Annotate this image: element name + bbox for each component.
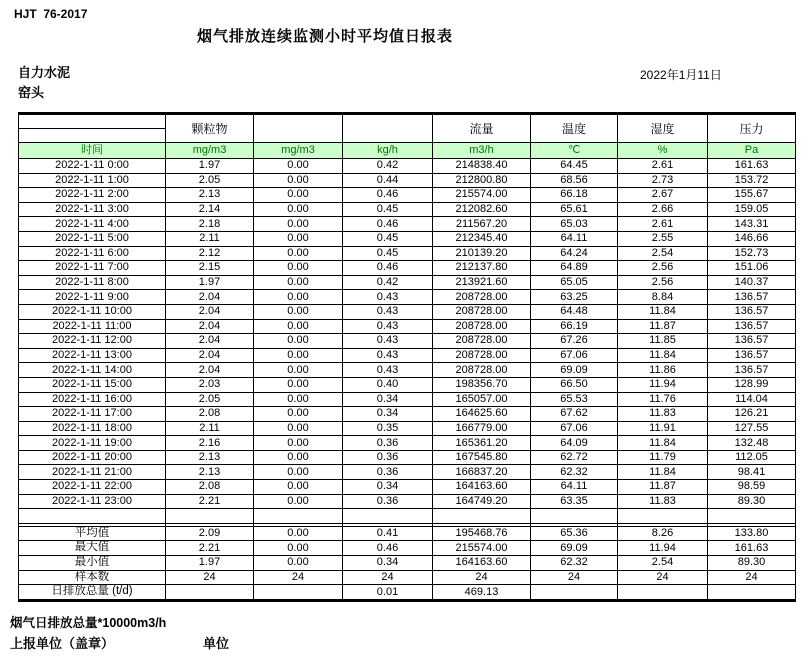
row-value: 1.97	[166, 275, 254, 290]
row-value: 0.00	[254, 334, 343, 349]
row-value: 2.03	[166, 377, 254, 392]
row-value: 164163.60	[433, 556, 531, 571]
table-row	[19, 334, 796, 349]
report-date: 2022年1月11日	[640, 68, 722, 82]
row-value: 112.05	[708, 450, 796, 465]
row-value: 0.00	[254, 217, 343, 232]
row-time: 2022-1-11 13:00	[19, 348, 166, 363]
row-value: 66.19	[531, 319, 618, 334]
row-value: 0.00	[254, 319, 343, 334]
row-value: 65.05	[531, 275, 618, 290]
row-value: 0.00	[254, 363, 343, 378]
row-value: 212082.60	[433, 202, 531, 217]
table-row	[19, 173, 796, 188]
summary-row	[19, 526, 796, 541]
row-value: 67.06	[531, 348, 618, 363]
row-value: 69.09	[531, 541, 618, 556]
row-value: 0.00	[254, 377, 343, 392]
row-time: 2022-1-11 4:00	[19, 217, 166, 232]
row-value: 2.12	[166, 246, 254, 261]
row-time: 2022-1-11 2:00	[19, 188, 166, 203]
row-value: 0.00	[254, 188, 343, 203]
table-row	[19, 421, 796, 436]
row-value: 11.86	[618, 363, 708, 378]
report-table	[18, 112, 796, 602]
unit-kg-h: kg/h	[343, 143, 433, 159]
row-time: 2022-1-11 10:00	[19, 304, 166, 319]
row-value: 0.00	[254, 465, 343, 480]
row-value	[531, 585, 618, 601]
row-value: 0.00	[254, 173, 343, 188]
row-value: 2.08	[166, 480, 254, 495]
row-value: 89.30	[708, 556, 796, 571]
row-value: 0.00	[254, 494, 343, 509]
unit-celsius: ℃	[531, 143, 618, 159]
row-value: 0.01	[343, 585, 433, 601]
row-value: 0.36	[343, 465, 433, 480]
table-row	[19, 392, 796, 407]
row-value: 0.00	[254, 436, 343, 451]
row-time: 2022-1-11 16:00	[19, 392, 166, 407]
group-header-humidity: 湿度	[618, 114, 708, 143]
unit-m3-h: m3/h	[433, 143, 531, 159]
table-row	[19, 159, 796, 174]
total-emission-note: 烟气日排放总量*10000m3/h	[10, 616, 167, 630]
row-value: 136.57	[708, 319, 796, 334]
header-rows	[19, 114, 796, 159]
row-value: 0.00	[254, 275, 343, 290]
row-value: 11.94	[618, 541, 708, 556]
row-value: 2.66	[618, 202, 708, 217]
time-header-upper-cell	[19, 114, 166, 129]
row-time: 2022-1-11 5:00	[19, 231, 166, 246]
row-value: 2.13	[166, 465, 254, 480]
row-value: 2.04	[166, 363, 254, 378]
row-value: 167545.80	[433, 450, 531, 465]
row-value: 0.00	[254, 348, 343, 363]
row-value: 0.00	[254, 407, 343, 422]
time-column-label: 时间	[19, 143, 166, 159]
row-value: 2.21	[166, 494, 254, 509]
row-value: 140.37	[708, 275, 796, 290]
row-value: 0.40	[343, 377, 433, 392]
summary-label: 最大值	[19, 541, 166, 556]
row-value: 62.32	[531, 465, 618, 480]
row-value: 0.00	[254, 202, 343, 217]
row-value: 11.94	[618, 377, 708, 392]
summary-label: 样本数	[19, 570, 166, 585]
row-value: 0.00	[254, 159, 343, 174]
row-value: 98.59	[708, 480, 796, 495]
row-value: 2.04	[166, 290, 254, 305]
row-value: 0.46	[343, 188, 433, 203]
row-value: 11.79	[618, 450, 708, 465]
unit-header-row	[19, 143, 796, 159]
summary-row	[19, 585, 796, 601]
unit-label: 单位	[203, 636, 230, 651]
row-value: 2.09	[166, 526, 254, 541]
row-value: 11.84	[618, 465, 708, 480]
row-value: 11.83	[618, 494, 708, 509]
row-value: 64.89	[531, 261, 618, 276]
row-value: 2.61	[618, 217, 708, 232]
row-value: 2.04	[166, 348, 254, 363]
row-value: 0.46	[343, 541, 433, 556]
row-value: 208728.00	[433, 290, 531, 305]
table-row	[19, 231, 796, 246]
row-value: 2.54	[618, 246, 708, 261]
row-value: 212800.80	[433, 173, 531, 188]
row-value: 0.00	[254, 526, 343, 541]
summary-label: 日排放总量 (t/d)	[19, 585, 166, 601]
row-value: 63.35	[531, 494, 618, 509]
row-value: 8.26	[618, 526, 708, 541]
row-value: 66.18	[531, 188, 618, 203]
row-value: 133.80	[708, 526, 796, 541]
row-value: 24	[166, 570, 254, 585]
unit-mg-m3-1: mg/m3	[166, 143, 254, 159]
page-title: 烟气排放连续监测小时平均值日报表	[196, 28, 453, 45]
monitoring-point: 窑头	[18, 85, 45, 100]
row-time: 2022-1-11 20:00	[19, 450, 166, 465]
row-value: 69.09	[531, 363, 618, 378]
row-value: 0.00	[254, 231, 343, 246]
table-row	[19, 217, 796, 232]
row-value: 208728.00	[433, 304, 531, 319]
row-value: 211567.20	[433, 217, 531, 232]
row-value: 2.67	[618, 188, 708, 203]
row-value	[618, 585, 708, 601]
table-row	[19, 188, 796, 203]
row-value: 2.13	[166, 450, 254, 465]
table-row	[19, 275, 796, 290]
row-time: 2022-1-11 12:00	[19, 334, 166, 349]
row-value: 208728.00	[433, 319, 531, 334]
row-time: 2022-1-11 18:00	[19, 421, 166, 436]
row-value: 164749.20	[433, 494, 531, 509]
row-value: 166779.00	[433, 421, 531, 436]
table-row	[19, 494, 796, 509]
row-value: 0.34	[343, 480, 433, 495]
row-value: 0.34	[343, 392, 433, 407]
reporting-unit-label: 上报单位（盖章）	[10, 636, 115, 651]
row-value: 215574.00	[433, 188, 531, 203]
table-row	[19, 202, 796, 217]
row-value: 2.21	[166, 541, 254, 556]
summary-rows	[19, 526, 796, 600]
row-value: 0.45	[343, 202, 433, 217]
row-value: 0.43	[343, 348, 433, 363]
row-value: 0.00	[254, 304, 343, 319]
row-value: 0.43	[343, 363, 433, 378]
row-value: 165361.20	[433, 436, 531, 451]
row-value: 64.24	[531, 246, 618, 261]
row-value: 136.57	[708, 363, 796, 378]
row-value: 0.41	[343, 526, 433, 541]
row-value: 212137.80	[433, 261, 531, 276]
row-value: 143.31	[708, 217, 796, 232]
separator-rows	[19, 509, 796, 527]
row-value: 2.54	[618, 556, 708, 571]
row-value: 66.50	[531, 377, 618, 392]
row-value: 0.36	[343, 436, 433, 451]
row-value: 2.14	[166, 202, 254, 217]
row-value: 68.56	[531, 173, 618, 188]
summary-row	[19, 556, 796, 571]
table-row	[19, 377, 796, 392]
row-value: 208728.00	[433, 363, 531, 378]
row-value: 0.00	[254, 541, 343, 556]
row-value: 0.42	[343, 159, 433, 174]
row-value: 24	[531, 570, 618, 585]
row-value: 0.43	[343, 319, 433, 334]
row-value	[708, 585, 796, 601]
row-value: 64.11	[531, 480, 618, 495]
row-value: 2.13	[166, 188, 254, 203]
table-row	[19, 246, 796, 261]
row-time: 2022-1-11 22:00	[19, 480, 166, 495]
standard-code: HJT 76-2017	[14, 7, 88, 21]
row-value: 136.57	[708, 334, 796, 349]
row-value: 0.00	[254, 290, 343, 305]
row-value: 153.72	[708, 173, 796, 188]
row-value: 2.15	[166, 261, 254, 276]
table-row	[19, 436, 796, 451]
row-value: 62.32	[531, 556, 618, 571]
row-value: 2.18	[166, 217, 254, 232]
row-value: 67.62	[531, 407, 618, 422]
group-header-blank-2	[343, 114, 433, 143]
row-value: 98.41	[708, 465, 796, 480]
row-value: 65.61	[531, 202, 618, 217]
row-time: 2022-1-11 11:00	[19, 319, 166, 334]
row-value: 136.57	[708, 348, 796, 363]
table-row	[19, 348, 796, 363]
row-value: 2.61	[618, 159, 708, 174]
row-value: 0.00	[254, 556, 343, 571]
group-header-pressure: 压力	[708, 114, 796, 143]
row-value: 132.48	[708, 436, 796, 451]
row-value: 67.06	[531, 421, 618, 436]
row-value: 1.97	[166, 159, 254, 174]
row-time: 2022-1-11 6:00	[19, 246, 166, 261]
row-value: 208728.00	[433, 348, 531, 363]
row-value: 0.36	[343, 494, 433, 509]
row-value: 64.11	[531, 231, 618, 246]
row-value: 11.83	[618, 407, 708, 422]
row-time: 2022-1-11 7:00	[19, 261, 166, 276]
row-value: 2.55	[618, 231, 708, 246]
row-value: 2.04	[166, 319, 254, 334]
company-name: 自力水泥	[18, 65, 71, 80]
row-value: 214838.40	[433, 159, 531, 174]
row-value: 65.53	[531, 392, 618, 407]
row-value: 24	[433, 570, 531, 585]
row-value: 215574.00	[433, 541, 531, 556]
row-time: 2022-1-11 1:00	[19, 173, 166, 188]
unit-mg-m3-2: mg/m3	[254, 143, 343, 159]
group-header-row	[19, 114, 796, 129]
row-value: 0.45	[343, 246, 433, 261]
row-value: 161.63	[708, 159, 796, 174]
row-value: 469.13	[433, 585, 531, 601]
unit-pa: Pa	[708, 143, 796, 159]
row-value: 65.36	[531, 526, 618, 541]
summary-label: 平均值	[19, 526, 166, 541]
row-time: 2022-1-11 19:00	[19, 436, 166, 451]
row-value: 152.73	[708, 246, 796, 261]
row-value: 2.05	[166, 392, 254, 407]
row-value: 89.30	[708, 494, 796, 509]
table-row	[19, 407, 796, 422]
table-row	[19, 450, 796, 465]
row-time: 2022-1-11 8:00	[19, 275, 166, 290]
row-value: 208728.00	[433, 334, 531, 349]
row-value: 164163.60	[433, 480, 531, 495]
row-value: 11.84	[618, 348, 708, 363]
row-time: 2022-1-11 21:00	[19, 465, 166, 480]
row-time: 2022-1-11 0:00	[19, 159, 166, 174]
row-value: 0.34	[343, 407, 433, 422]
row-value: 2.56	[618, 275, 708, 290]
row-value: 67.26	[531, 334, 618, 349]
row-value: 24	[254, 570, 343, 585]
row-value: 126.21	[708, 407, 796, 422]
row-value: 0.34	[343, 556, 433, 571]
row-value: 0.43	[343, 304, 433, 319]
row-value: 0.00	[254, 261, 343, 276]
row-value: 164625.60	[433, 407, 531, 422]
row-value	[254, 585, 343, 601]
row-value: 1.97	[166, 556, 254, 571]
row-value: 62.72	[531, 450, 618, 465]
row-value: 0.35	[343, 421, 433, 436]
row-value: 136.57	[708, 290, 796, 305]
row-value: 166837.20	[433, 465, 531, 480]
table-row	[19, 290, 796, 305]
row-value: 2.16	[166, 436, 254, 451]
row-value: 213921.60	[433, 275, 531, 290]
time-header-lower-cell	[19, 129, 166, 143]
row-value: 0.42	[343, 275, 433, 290]
row-value: 165057.00	[433, 392, 531, 407]
row-value: 2.73	[618, 173, 708, 188]
row-value: 8.84	[618, 290, 708, 305]
row-value	[166, 585, 254, 601]
row-value: 24	[618, 570, 708, 585]
row-value: 2.08	[166, 407, 254, 422]
unit-percent: %	[618, 143, 708, 159]
row-value: 136.57	[708, 304, 796, 319]
data-rows	[19, 159, 796, 509]
row-value: 0.45	[343, 231, 433, 246]
table-row	[19, 319, 796, 334]
row-value: 64.45	[531, 159, 618, 174]
row-value: 159.05	[708, 202, 796, 217]
row-value: 11.84	[618, 304, 708, 319]
table-row	[19, 363, 796, 378]
row-value: 11.76	[618, 392, 708, 407]
row-value: 155.67	[708, 188, 796, 203]
group-header-flow: 流量	[433, 114, 531, 143]
group-header-temperature: 温度	[531, 114, 618, 143]
row-time: 2022-1-11 17:00	[19, 407, 166, 422]
table-row	[19, 261, 796, 276]
group-header-blank-1	[254, 114, 343, 143]
row-value: 0.00	[254, 392, 343, 407]
table-row	[19, 304, 796, 319]
row-value: 11.85	[618, 334, 708, 349]
row-value: 11.91	[618, 421, 708, 436]
row-value: 64.48	[531, 304, 618, 319]
row-time: 2022-1-11 14:00	[19, 363, 166, 378]
row-value: 24	[708, 570, 796, 585]
table-row	[19, 480, 796, 495]
row-value: 2.04	[166, 304, 254, 319]
row-value: 0.44	[343, 173, 433, 188]
row-value: 2.05	[166, 173, 254, 188]
row-value: 0.00	[254, 246, 343, 261]
table-row	[19, 465, 796, 480]
row-value: 64.09	[531, 436, 618, 451]
row-value: 65.03	[531, 217, 618, 232]
summary-row	[19, 541, 796, 556]
row-time: 2022-1-11 15:00	[19, 377, 166, 392]
row-value: 24	[343, 570, 433, 585]
summary-label: 最小值	[19, 556, 166, 571]
empty-spacer-row	[19, 509, 796, 524]
summary-row	[19, 570, 796, 585]
row-value: 2.11	[166, 421, 254, 436]
row-value: 11.87	[618, 480, 708, 495]
row-time: 2022-1-11 23:00	[19, 494, 166, 509]
row-time: 2022-1-11 3:00	[19, 202, 166, 217]
row-value: 63.25	[531, 290, 618, 305]
row-value: 11.84	[618, 436, 708, 451]
row-value: 0.46	[343, 217, 433, 232]
row-value: 2.04	[166, 334, 254, 349]
row-value: 0.00	[254, 421, 343, 436]
row-value: 2.11	[166, 231, 254, 246]
row-value: 0.46	[343, 261, 433, 276]
group-header-particulate: 颗粒物	[166, 114, 254, 143]
row-value: 210139.20	[433, 246, 531, 261]
row-value: 0.36	[343, 450, 433, 465]
row-value: 212345.40	[433, 231, 531, 246]
row-value: 2.56	[618, 261, 708, 276]
row-value: 0.00	[254, 450, 343, 465]
row-value: 128.99	[708, 377, 796, 392]
row-value: 0.43	[343, 290, 433, 305]
row-time: 2022-1-11 9:00	[19, 290, 166, 305]
row-value: 114.04	[708, 392, 796, 407]
row-value: 161.63	[708, 541, 796, 556]
row-value: 127.55	[708, 421, 796, 436]
row-value: 0.43	[343, 334, 433, 349]
row-value: 146.66	[708, 231, 796, 246]
row-value: 198356.70	[433, 377, 531, 392]
row-value: 11.87	[618, 319, 708, 334]
row-value: 151.06	[708, 261, 796, 276]
row-value: 0.00	[254, 480, 343, 495]
row-value: 195468.76	[433, 526, 531, 541]
